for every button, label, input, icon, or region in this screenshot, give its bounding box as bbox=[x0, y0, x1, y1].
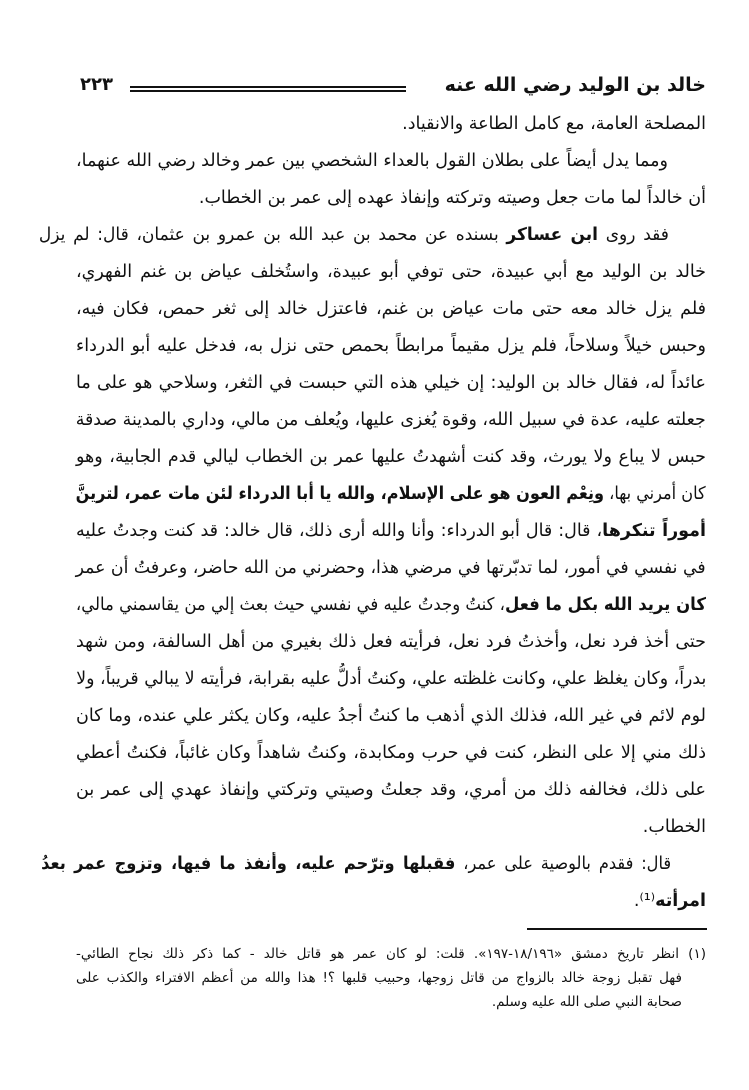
text-segment: قال: فقدم بالوصية على عمر، bbox=[454, 854, 671, 874]
text-line bbox=[41, 846, 706, 883]
text-line bbox=[76, 550, 706, 587]
text-segment: حبس لا يباع ولا يورث، وقد كنت أشهدتُ عليها عمر بن الخطاب ليالي قدم الجابية، وهو bbox=[76, 447, 706, 467]
text-segment: فلم يزل خالد معه حتى مات عياض بن غنم، فاعتزل خالد إلى ثغر حمص، فكان فيه، bbox=[76, 299, 706, 319]
text-segment: خالد بن الوليد مع أبي عبيدة، حتى توفي أبو عبيدة، واستُخلف عياض بن غنم الفهري، bbox=[76, 262, 706, 282]
text-segment: لوم لائم في غير الله، فذلك الذي أذهب ما كنتُ أجدُ عليه، وكان يكثر علي عنده، وما كان bbox=[76, 706, 706, 726]
text-segment: كان أمرني بها، bbox=[604, 484, 706, 504]
text-segment: في نفسي في أمور، لما تدبّرتها في مرضي هذا، وحضرني من الله حاضر، وعرفتُ أن عمر bbox=[76, 558, 706, 578]
text-line bbox=[76, 735, 706, 772]
text-segment: الخطاب. bbox=[642, 817, 706, 837]
text-segment: فقد روى bbox=[598, 225, 670, 245]
text-segment: ، كنتُ وجدتُ عليه في نفسي حيث بعث إلي من يقاسمني مالي، bbox=[76, 595, 506, 615]
footnote-line: فهل تقبل زوجة خالد بالزواج من قاتل زوجها، وحبيب قلبها ؟! هذا والله من أعظم الافتراء والكذب على bbox=[76, 970, 682, 986]
text-line bbox=[76, 365, 706, 402]
text-line bbox=[76, 624, 706, 661]
text-line bbox=[76, 809, 706, 846]
text-segment: ومما يدل أيضاً على بطلان القول بالعداء الشخصي بين عمر وخالد رضي الله عنهما، bbox=[76, 151, 668, 171]
text-segment: المصلحة العامة، مع كامل الطاعة والانقياد. bbox=[402, 114, 706, 134]
text-line bbox=[76, 698, 706, 735]
text-line bbox=[76, 476, 706, 513]
text-line bbox=[76, 772, 706, 809]
running-header bbox=[80, 74, 706, 102]
text-line bbox=[76, 254, 706, 291]
text-segment: حتى أخذ فرد نعل، وأخذتُ فرد نعل، فرأيته فعل ذلك بغيري من أهل السالفة، ومن شهد bbox=[76, 632, 706, 652]
text-line bbox=[39, 217, 706, 254]
text-segment: ، قال: قال أبو الدرداء: وأنا والله أرى ذلك، قال خالد: قد كنت وجدتُ عليه bbox=[76, 521, 603, 541]
running-title: خالد بن الوليد رضي الله عنه bbox=[444, 74, 706, 96]
text-line bbox=[76, 180, 706, 217]
text-line bbox=[76, 587, 706, 624]
text-segment: ⁽¹⁾. bbox=[633, 891, 656, 911]
text-line bbox=[76, 291, 706, 328]
footnote-separator bbox=[527, 928, 707, 930]
text-segment: عائداً له، فقال خالد بن الوليد: إن خيلي هذه التي حبست في الثغر، وسلاحي هو على ما bbox=[76, 373, 706, 393]
header-double-rule bbox=[130, 86, 406, 92]
text-segment: على ذلك، فخالفه ذلك من أمري، وقد جعلتُ وصيتي وتركتي وإنفاذ عهدي إلى عمر بن bbox=[76, 780, 706, 800]
bold-quote: أموراً تنكرها bbox=[602, 521, 706, 541]
text-segment: بدراً، وكان يغلظ علي، وكانت غلظته علي، وكنتُ أدلُّ عليه بقرابة، فرأيته لا يبالي قريباً، ولا bbox=[75, 669, 706, 689]
bold-quote: ابن عساكر bbox=[506, 225, 599, 245]
bold-quote: فقبلها وترّحم عليه، وأنفذ ما فيها، وتزوج عمر بعدُ bbox=[40, 854, 455, 874]
bold-quote: امرأته bbox=[655, 891, 706, 911]
text-line bbox=[76, 661, 706, 698]
body-text bbox=[39, 106, 706, 920]
text-segment: بسنده عن محمد بن عبد الله بن عمرو بن عثمان، قال: لم يزل bbox=[39, 225, 507, 245]
text-line bbox=[76, 143, 706, 180]
text-line bbox=[76, 883, 706, 920]
text-line bbox=[76, 439, 706, 476]
footnote-line: صحابة النبي صلى الله عليه وسلم. bbox=[491, 994, 682, 1010]
text-line bbox=[76, 513, 706, 550]
text-segment: جعلته عليه، عدة في سبيل الله، وقوة يُغزى عليها، ويُعلف من مالي، وداري بالمدينة صدقة bbox=[76, 410, 706, 430]
footnotes bbox=[76, 942, 706, 1014]
footnote-line: (١) انظر تاريخ دمشق «١٨/١٩٦-١٩٧». قلت: لو كان عمر هو قاتل خالد - كما ذكر ذلك نجاح الطائي- bbox=[76, 946, 706, 962]
text-segment: وحبس خيلاً وسلاحاً، فلم يزل مقيماً مرابطاً بحمص حتى نزل به، فدخل عليه أبو الدرداء bbox=[76, 336, 706, 356]
text-segment: أن خالداً لما مات جعل وصيته وتركته وإنفاذ عهده إلى عمر بن الخطاب. bbox=[198, 188, 706, 208]
text-line bbox=[76, 402, 706, 439]
bold-quote: ونِعْم العون هو على الإسلام، والله يا أبا الدرداء لئن مات عمر، لترينَّ bbox=[75, 484, 605, 504]
text-line bbox=[76, 328, 706, 365]
text-line bbox=[76, 106, 706, 143]
page-number: ٢٢٣ bbox=[80, 74, 113, 95]
text-segment: ذلك مني إلا على النظر، كنت في حرب ومكابدة، وكنتُ شاهداً وكان غائباً، فكنتُ أعطي bbox=[76, 743, 706, 763]
bold-quote: كان يريد الله بكل ما فعل bbox=[505, 595, 706, 615]
